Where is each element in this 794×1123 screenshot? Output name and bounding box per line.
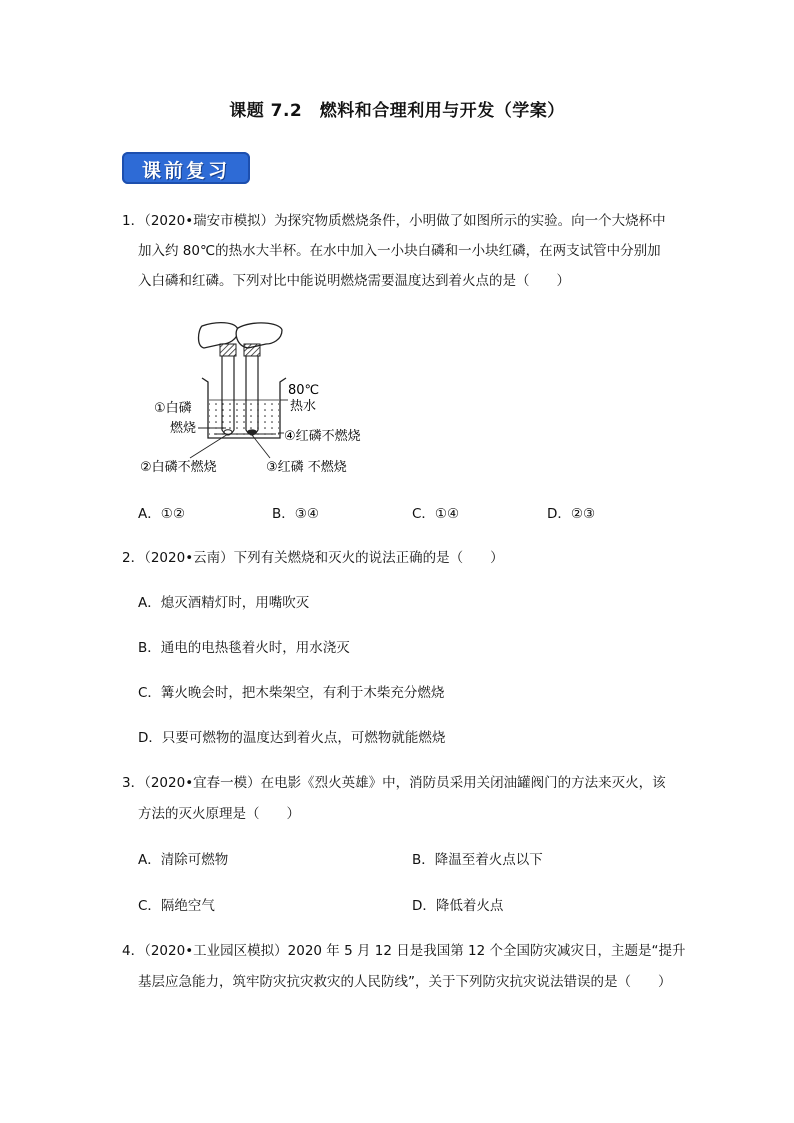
- experiment-figure: [130, 318, 390, 483]
- label-3: ③红磷 不燃烧: [266, 460, 347, 475]
- question-1-option-a[interactable]: A．①②: [138, 506, 185, 522]
- question-3-line-2: 方法的灭火原理是（ ）: [138, 806, 300, 822]
- test-tube-stoppers: [199, 323, 283, 348]
- hot-water: [209, 400, 279, 437]
- question-1-option-c[interactable]: C．①④: [412, 506, 460, 522]
- question-3-option-b[interactable]: B．降温至着火点以下: [412, 852, 543, 868]
- red-phosphorus-water: [247, 429, 257, 434]
- question-3-option-c[interactable]: C．隔绝空气: [138, 898, 215, 914]
- question-2-option-a[interactable]: A．熄灭酒精灯时，用嘴吹灭: [138, 595, 310, 611]
- label-2: ②白磷不燃烧: [140, 460, 217, 475]
- question-2-option-d[interactable]: D．只要可燃物的温度达到着火点，可燃物就能燃烧: [138, 730, 446, 746]
- question-3-option-d[interactable]: D．降低着火点: [412, 898, 504, 914]
- hot-water-label: 热水: [290, 399, 317, 414]
- document-title: 课题 7.2 燃料和合理利用与开发（学案）: [229, 101, 565, 121]
- question-1-option-d[interactable]: D．②③: [547, 506, 596, 522]
- white-phosphorus-water: [224, 430, 232, 434]
- question-4-line-1: 4．（2020•工业园区模拟）2020 年 5 月 12 日是我国第 12 个全国防灾减灾日，主题是“提升: [122, 943, 686, 959]
- question-2-stem: 2．（2020•云南）下列有关燃烧和灭火的说法正确的是（ ）: [122, 550, 504, 566]
- section-badge: [122, 152, 250, 184]
- question-2-option-b[interactable]: B．通电的电热毯着火时，用水浇灭: [138, 640, 350, 656]
- question-3-line-1: 3．（2020•宜春一模）在电影《烈火英雄》中，消防员采用关闭油罐阀门的方法来灭火，该: [122, 775, 666, 791]
- question-1-line-3: 入白磷和红磷。下列对比中能说明燃烧需要温度达到着火点的是（ ）: [138, 273, 570, 289]
- section-badge-label: 课前复习: [141, 160, 230, 182]
- question-4-line-2: 基层应急能力，筑牢防灾抗灾救灾的人民防线”，关于下列防灾抗灾说法错误的是（ ）: [138, 974, 672, 990]
- label-1-line-1: ①白磷: [154, 401, 192, 416]
- stopper-plug-right: [244, 344, 260, 356]
- temperature-label: 80℃: [288, 383, 320, 398]
- question-3-option-a[interactable]: A．清除可燃物: [138, 852, 229, 868]
- question-1-line-1: 1．（2020•瑞安市模拟）为探究物质燃烧条件，小明做了如图所示的实验。向一个大烧杯中: [122, 213, 666, 229]
- label-4: ④红磷不燃烧: [284, 429, 361, 444]
- stopper-plug-left: [220, 344, 236, 356]
- question-1-line-2: 加入约 80℃的热水大半杯。在水中加入一小块白磷和一小块红磷，在两支试管中分别加: [138, 243, 661, 259]
- question-2-option-c[interactable]: C．篝火晚会时，把木柴架空，有利于木柴充分燃烧: [138, 685, 445, 701]
- question-1-option-b[interactable]: B．③④: [272, 506, 319, 522]
- question-1-stem: [122, 206, 682, 296]
- label-1-line-2: 燃烧: [170, 421, 197, 436]
